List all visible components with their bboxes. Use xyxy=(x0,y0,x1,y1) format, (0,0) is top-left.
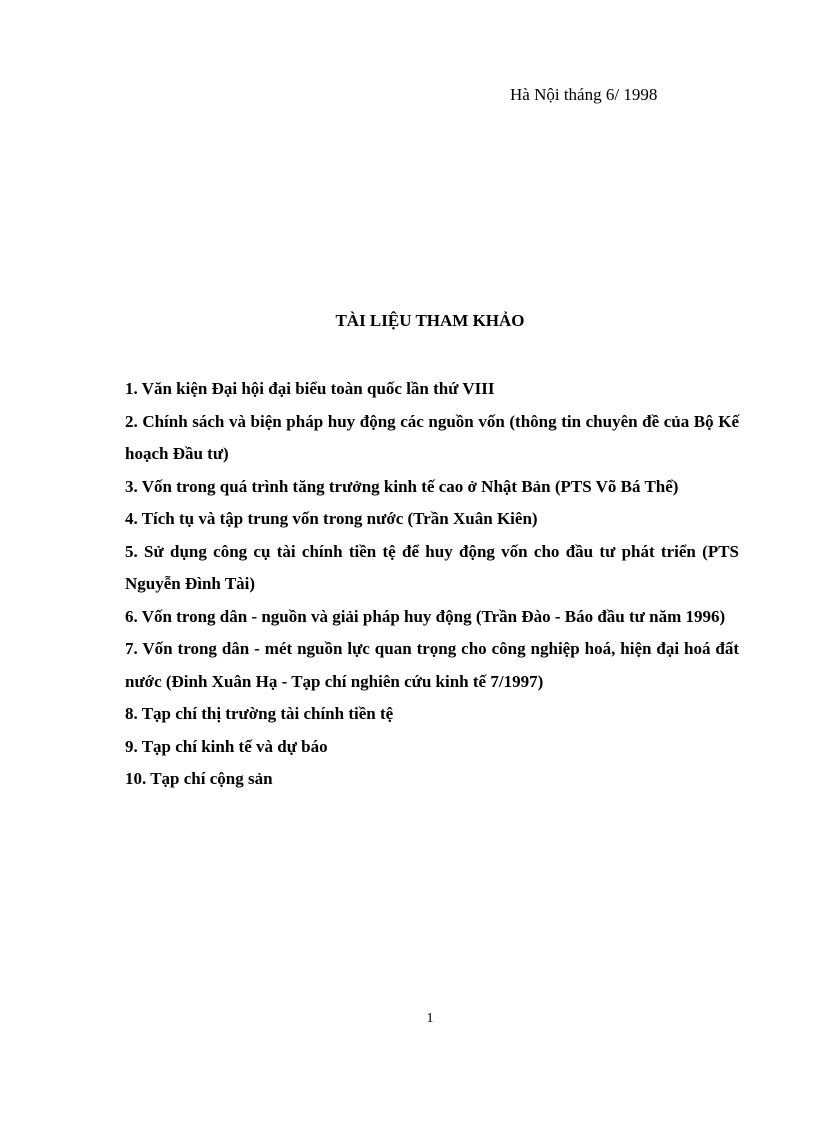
references-title: TÀI LIỆU THAM KHẢO xyxy=(335,311,525,330)
reference-item-8: 8. Tạp chí thị trường tài chính tiền tệ xyxy=(125,704,394,723)
reference-list xyxy=(125,373,739,796)
reference-item-4: 4. Tích tụ và tập trung vốn trong nước (Trần Xuân Kiên) xyxy=(125,509,538,528)
page-number: 1 xyxy=(426,1011,434,1026)
reference-item-2: 2. Chính sách và biện pháp huy động các nguồn vốn (thông tin chuyên đề của Bộ Kế hoạch Đầu tư) xyxy=(125,411,739,463)
reference-item-10: 10. Tạp chí cộng sản xyxy=(125,769,273,788)
reference-item-6: 6. Vốn trong dân - nguồn và giải pháp huy động (Trần Đào - Báo đầu tư năm 1996) xyxy=(125,606,726,626)
document-date: Hà Nội tháng 6/ 1998 xyxy=(510,85,658,104)
reference-item-1: 1. Văn kiện Đại hội đại biểu toàn quốc lần thứ VIII xyxy=(125,379,495,398)
reference-item-5: 5. Sử dụng công cụ tài chính tiền tệ để huy động vốn cho đầu tư phát triển (PTS Nguyễn Đình Tài) xyxy=(125,541,739,593)
reference-item-9: 9. Tạp chí kinh tế và dự báo xyxy=(125,736,328,756)
reference-item-7: 7. Vốn trong dân - mét nguồn lực quan trọng cho công nghiệp hoá, hiện đại hoá đất nước (Đinh Xuân Hạ - Tạp chí nghiên cứu kinh tế 7/1997) xyxy=(125,639,739,691)
reference-item-3: 3. Vốn trong quá trình tăng trưởng kinh tế cao ở Nhật Bản (PTS Võ Bá Thể) xyxy=(125,476,679,496)
